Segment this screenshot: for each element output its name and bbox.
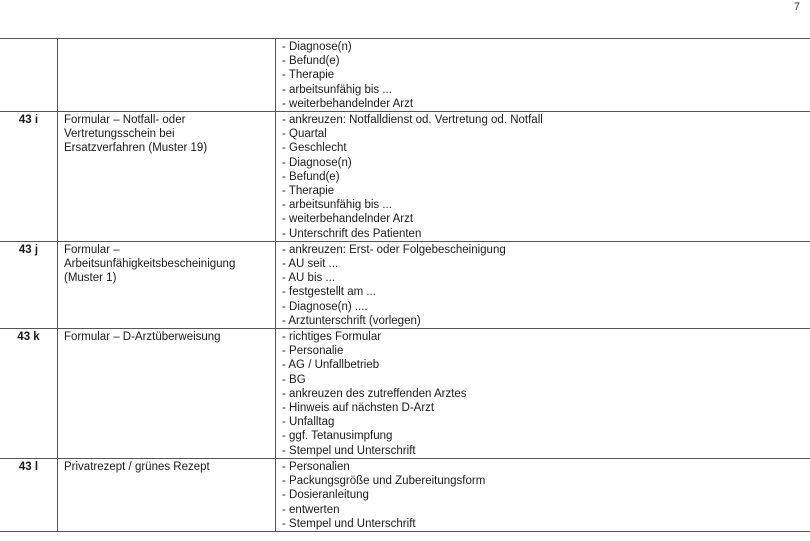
- page-number: 7: [793, 1, 800, 13]
- description-line: Formular – Notfall- oder: [64, 114, 186, 127]
- description-line: Vertretungsschein bei: [64, 128, 175, 141]
- checklist-item: - ankreuzen des zutreffenden Arztes: [282, 387, 467, 400]
- table-row: [0, 112, 810, 242]
- row-number: 43 j: [0, 241, 58, 328]
- checklist-item: - AU bis ...: [282, 272, 336, 285]
- checklist-item: - Therapie: [282, 69, 335, 82]
- checklist-item: - Personalie: [282, 345, 344, 358]
- table-row: [0, 39, 810, 112]
- table-body: [0, 39, 810, 532]
- row-checklist: [276, 241, 810, 328]
- checklist-item: - Packungsgröße und Zubereitungsform: [282, 475, 486, 488]
- checklist-item: - richtiges Formular: [282, 331, 382, 344]
- table-row: [0, 241, 810, 328]
- checklist-item: - weiterbehandelnder Arzt: [282, 97, 414, 110]
- row-description: [58, 329, 276, 459]
- row-number: [0, 39, 58, 112]
- checklist-item: - Diagnose(n): [282, 41, 352, 53]
- checklist-item: - Arztunterschrift (vorlegen): [282, 314, 421, 327]
- checklist-item: - Quartal: [282, 128, 327, 141]
- checklist-item: - Dosieranleitung: [282, 489, 369, 502]
- checklist-item: - Unfalltag: [282, 416, 335, 429]
- row-checklist: [276, 112, 810, 242]
- row-checklist: [276, 39, 810, 112]
- description-line: Formular –: [64, 243, 120, 256]
- checklist-item: - BG: [282, 373, 306, 386]
- description-line: Arbeitsunfähigkeitsbescheinigung: [64, 258, 236, 271]
- row-description: [58, 458, 276, 531]
- checklist-item: - Diagnose(n): [282, 156, 352, 169]
- checklist-item: - Stempel und Unterschrift: [282, 517, 416, 530]
- description-line: (Muster 1): [64, 272, 117, 285]
- checklist-item: - ankreuzen: Erst- oder Folgebescheinigung: [282, 243, 506, 256]
- description-line: Formular – D-Arztüberweisung: [64, 331, 221, 344]
- row-number: 43 i: [0, 112, 58, 242]
- checklist-item: - AG / Unfallbetrieb: [282, 359, 380, 372]
- checklist-item: - Diagnose(n) ....: [282, 300, 368, 313]
- row-checklist: [276, 329, 810, 459]
- row-checklist: [276, 458, 810, 531]
- checklist-item: - arbeitsunfähig bis ...: [282, 83, 392, 96]
- checklist-item: - Unterschrift des Patienten: [282, 227, 422, 240]
- checklist-item: - Therapie: [282, 185, 335, 198]
- table-row: [0, 329, 810, 459]
- row-number: 43 l: [0, 458, 58, 531]
- checklist-item: - Personalien: [282, 460, 350, 473]
- checklist-item: - weiterbehandelnder Arzt: [282, 213, 414, 226]
- row-description: [58, 241, 276, 328]
- checklist-item: - AU seit ...: [282, 258, 339, 271]
- checklist-item: - arbeitsunfähig bis ...: [282, 199, 392, 212]
- checklist-item: - entwerten: [282, 503, 340, 516]
- checklist-item: - ankreuzen: Notfalldienst od. Vertretung od. Notfall: [282, 114, 543, 127]
- checklist-item: - Befund(e): [282, 170, 340, 183]
- checklist-item: - festgestellt am ...: [282, 286, 376, 299]
- table-row: [0, 458, 810, 531]
- row-number: 43 k: [0, 329, 58, 459]
- description-line: Privatrezept / grünes Rezept: [64, 460, 210, 473]
- checklist-item: - Stempel und Unterschrift: [282, 444, 416, 457]
- description-line: Ersatzverfahren (Muster 19): [64, 142, 208, 155]
- checklist-item: - Hinweis auf nächsten D-Arzt: [282, 402, 435, 415]
- row-description: [58, 112, 276, 242]
- row-description: [58, 39, 276, 112]
- checklist-table: [0, 38, 810, 532]
- checklist-item: - Geschlecht: [282, 142, 347, 155]
- checklist-item: - Befund(e): [282, 55, 340, 68]
- checklist-item: - ggf. Tetanusimpfung: [282, 430, 393, 443]
